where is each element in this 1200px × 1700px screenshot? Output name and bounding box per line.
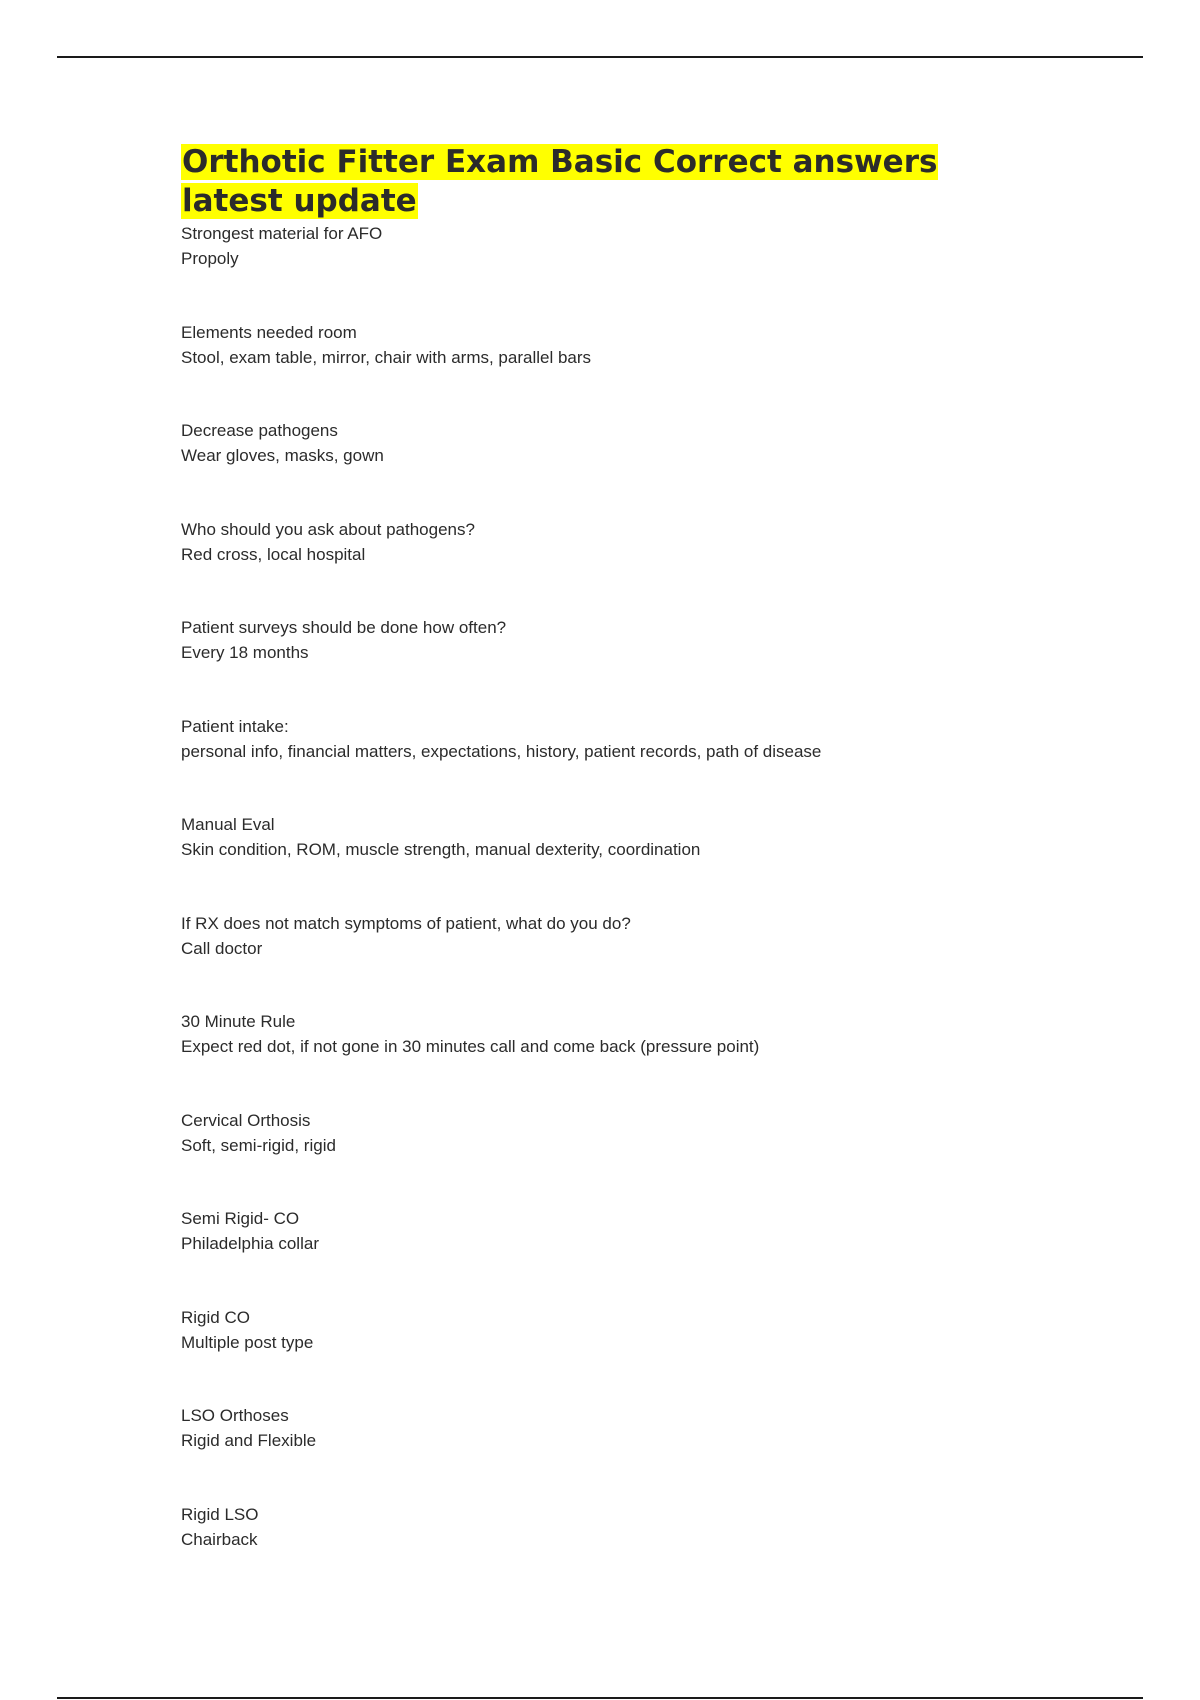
answer-text: Rigid and Flexible: [181, 1431, 317, 1450]
qa-item: [181, 1502, 1041, 1601]
qa-item: [181, 418, 1041, 517]
question-text: Cervical Orthosis: [181, 1110, 311, 1130]
question-text: Semi Rigid- CO: [181, 1209, 300, 1228]
answer-text: personal info, financial matters, expectations, history, patient records, path of disease: [181, 741, 822, 761]
qa-list: [181, 221, 1041, 1600]
qa-item: [181, 1305, 1041, 1404]
document-title: [181, 143, 1041, 221]
answer-text: Propoly: [181, 249, 239, 268]
qa-item: [181, 714, 1041, 813]
question-text: Patient intake:: [181, 716, 289, 736]
answer-text: Stool, exam table, mirror, chair with arms, parallel bars: [181, 347, 592, 367]
answer-text: Red cross, local hospital: [181, 544, 366, 564]
answer-text: Wear gloves, masks, gown: [181, 446, 384, 465]
title-highlight: Orthotic Fitter Exam Basic Correct answers latest update: [182, 144, 938, 219]
question-text: LSO Orthoses: [181, 1406, 289, 1425]
question-text: Who should you ask about pathogens?: [181, 519, 475, 539]
header-rule: [57, 56, 1143, 58]
qa-item: [181, 812, 1041, 911]
answer-text: Skin condition, ROM, muscle strength, manual dexterity, coordination: [181, 840, 701, 859]
qa-item: [181, 1403, 1041, 1502]
question-text: Rigid LSO: [181, 1504, 259, 1524]
qa-item: [181, 911, 1041, 1010]
answer-text: Call doctor: [181, 938, 263, 958]
answer-text: Chairback: [181, 1529, 258, 1549]
qa-item: [181, 221, 1041, 320]
question-text: Patient surveys should be done how often?: [181, 618, 507, 637]
answer-text: Soft, semi-rigid, rigid: [181, 1135, 336, 1155]
qa-item: [181, 320, 1041, 419]
question-text: Rigid CO: [181, 1307, 250, 1327]
question-text: Elements needed room: [181, 322, 357, 342]
answer-text: Expect red dot, if not gone in 30 minutes call and come back (pressure point): [181, 1037, 760, 1056]
answer-text: Philadelphia collar: [181, 1234, 319, 1253]
qa-item: [181, 1108, 1041, 1207]
question-text: 30 Minute Rule: [181, 1012, 296, 1031]
question-text: Strongest material for AFO: [181, 224, 383, 243]
question-text: Manual Eval: [181, 815, 275, 834]
qa-item: [181, 1206, 1041, 1305]
qa-item: [181, 1009, 1041, 1108]
answer-text: Every 18 months: [181, 643, 309, 662]
question-text: Decrease pathogens: [181, 421, 338, 440]
qa-item: [181, 517, 1041, 616]
document-body: [181, 143, 1041, 1600]
qa-item: [181, 615, 1041, 714]
footer-rule: [57, 1697, 1143, 1699]
answer-text: Multiple post type: [181, 1332, 314, 1352]
question-text: If RX does not match symptoms of patient, what do you do?: [181, 913, 631, 933]
